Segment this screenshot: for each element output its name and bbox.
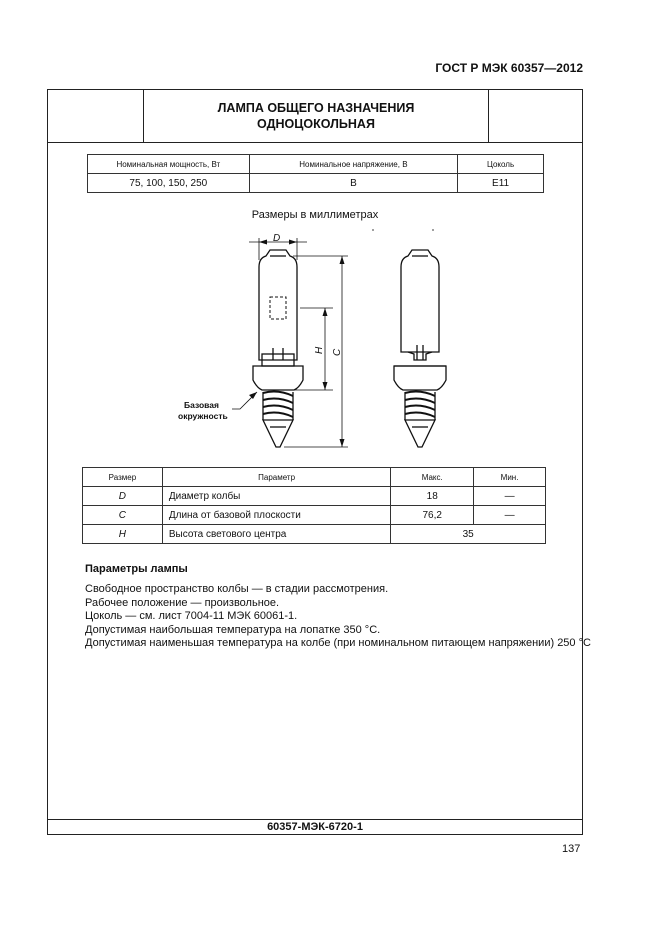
left-lamp-bulb [259,250,297,360]
left-lamp-tip [263,420,293,447]
dim-symbol: D [83,487,163,506]
params-list [85,583,591,651]
dim-parameter: Длина от базовой плоскости [162,506,390,525]
dim-value: 35 [391,525,546,544]
right-lamp-bulb [401,250,439,352]
dim-header-size: Размер [83,468,163,487]
sheet-frame [47,89,591,835]
dim-parameter: Высота светового центра [162,525,390,544]
params-line: Свободное пространство колбы — в стадии рассмотрения. [85,583,389,595]
left-lamp-filament [270,297,286,319]
ratings-value-power: 75, 100, 150, 250 [88,174,250,193]
units-note: Размеры в миллиметрах [251,209,379,221]
params-heading: Параметры лампы [85,563,188,575]
params-line: Допустимая наибольшая температура на лопатке 350 °С. [85,623,381,636]
params-line: Допустимая наименьшая температура на колбе (при номинальном питающем напряжении) 250 °С [85,637,591,649]
table-row [83,487,546,506]
dim-min: — [474,487,546,506]
ratings-value-cap: Е11 [458,174,544,193]
ratings-header-cap: Цоколь [458,155,544,174]
page-number: 137 [562,843,581,855]
ratings-header-voltage: Номинальное напряжение, В [249,155,458,174]
right-lamp-neck [408,352,432,360]
base-plane-label-1: Базовая [184,400,219,410]
dim-max: 18 [391,487,474,506]
dim-header-min: Мин. [474,468,546,487]
table-row [83,525,546,544]
table-row [83,506,546,525]
label-d: D [273,233,281,244]
standard-code: ГОСТ Р МЭК 60357—2012 [435,61,583,75]
left-lamp-base [253,366,303,390]
dim-symbol: C [83,506,163,525]
ratings-header-power: Номинальная мощность, Вт [88,155,250,174]
params-line: Цоколь — см. лист 7004-11 МЭК 60061-1. [85,610,298,622]
lamp-drawing [48,90,582,470]
dim-header-max: Макс. [391,468,474,487]
left-lamp-thread [263,392,293,417]
dim-max: 76,2 [391,506,474,525]
dimensions-header-row [83,468,546,487]
dim-header-parameter: Параметр [162,468,390,487]
footer-code: 60357-МЭК-6720-1 [48,819,582,835]
dim-parameter: Диаметр колбы [162,487,390,506]
params-line: Рабочее положение — произвольное. [85,596,280,609]
ratings-value-voltage: В [249,174,458,193]
dimensions-table [82,467,546,544]
dim-min: — [474,506,546,525]
right-lamp-base [394,366,446,390]
label-c: C [332,348,343,356]
base-plane-label-2: окружность [178,411,228,421]
dim-symbol: H [83,525,163,544]
sheet-title-line1: ЛАМПА ОБЩЕГО НАЗНАЧЕНИЯ [217,101,415,115]
label-h: H [314,346,325,354]
sheet-title-line2: ОДНОЦОКОЛЬНАЯ [257,117,375,131]
right-lamp-thread [405,392,435,417]
right-lamp-tip [405,420,435,447]
